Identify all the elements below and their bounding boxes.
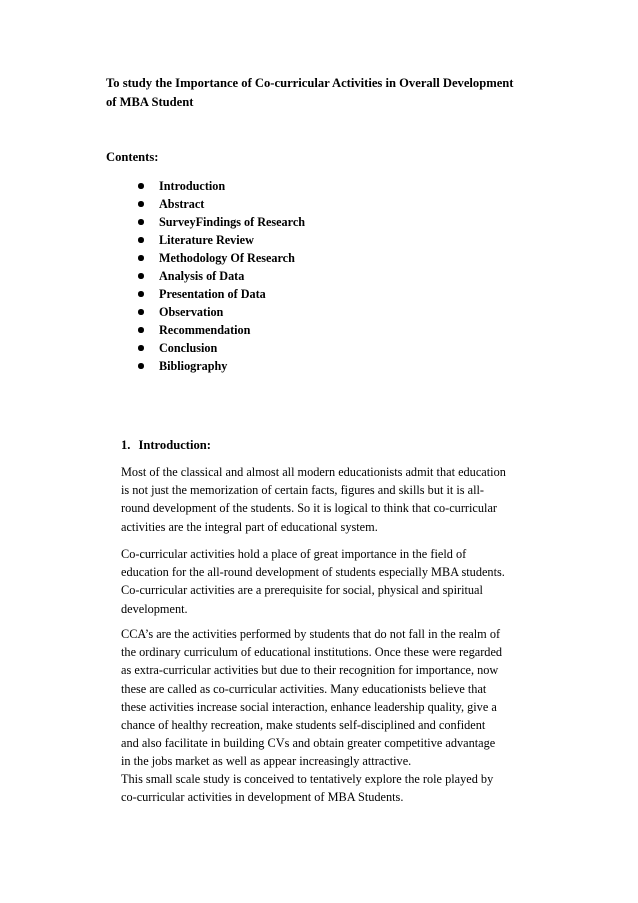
contents-item-label: Analysis of Data [159, 269, 245, 283]
contents-item-label: Observation [159, 305, 224, 319]
document-title [106, 74, 536, 112]
bullet-icon [138, 237, 144, 243]
paragraph-line: round development of the students. So it is logical to think that co-curricular [121, 501, 497, 516]
contents-item-recommendation [138, 321, 305, 339]
contents-item-abstract [138, 195, 305, 213]
paragraph-line: development. [121, 601, 188, 616]
bullet-icon [138, 255, 144, 261]
paragraph-line: the ordinary curriculum of educational institutions. Once these were regarded [121, 645, 503, 660]
contents-item-observation [138, 303, 305, 321]
paragraph-line: co-curricular activities in development of MBA Students. [121, 790, 404, 805]
paragraph-line: as extra-curricular activities but due to their recognition for importance, now [121, 663, 499, 678]
paragraph-line: activities are the integral part of educational system. [121, 519, 378, 534]
contents-list [138, 177, 305, 375]
bullet-icon [138, 201, 144, 207]
bullet-icon [138, 363, 144, 369]
paragraph-line: is not just the memorization of certain facts, figures and skills but it is all- [121, 483, 485, 498]
bullet-icon [138, 219, 144, 225]
paragraph-line: and also facilitate in building CVs and obtain greater competitive advantage [121, 736, 496, 751]
bullet-icon [138, 345, 144, 351]
contents-item-label: SurveyFindings of Research [159, 215, 306, 229]
contents-item-methodology [138, 249, 305, 267]
bullet-icon [138, 183, 144, 189]
section-title: Introduction: [138, 438, 211, 452]
paragraph [121, 545, 541, 618]
contents-item-label: Presentation of Data [159, 287, 266, 301]
section-heading-introduction [121, 436, 211, 454]
paragraph-line: in the jobs market as well as appear increasingly attractive. [121, 754, 412, 769]
contents-heading: Contents: [106, 150, 159, 164]
paragraph-line: CCA’s are the activities performed by students that do not fall in the realm of [121, 627, 501, 641]
contents-item-bibliography [138, 357, 305, 375]
bullet-icon [138, 273, 144, 279]
contents-item-conclusion [138, 339, 305, 357]
contents-item-analysis [138, 267, 305, 285]
contents-item-presentation [138, 285, 305, 303]
contents-item-label: Recommendation [159, 323, 251, 337]
contents-item-label: Abstract [159, 197, 205, 211]
paragraph [121, 770, 541, 806]
contents-item-introduction [138, 177, 305, 195]
paragraph [121, 625, 541, 771]
bullet-icon [138, 291, 144, 297]
contents-item-literature-review [138, 231, 305, 249]
contents-item-label: Methodology Of Research [159, 251, 295, 265]
contents-item-label: Bibliography [159, 359, 228, 373]
title-line: of MBA Student [106, 95, 194, 109]
bullet-icon [138, 309, 144, 315]
paragraph-line: these are called as co-curricular activities. Many educationists believe that [121, 681, 487, 696]
bullet-icon [138, 327, 144, 333]
paragraph-line: chance of healthy recreation, make students self-disciplined and confident [121, 718, 486, 733]
paragraph-line: education for the all-round development of students especially MBA students. [121, 565, 505, 580]
contents-item-label: Conclusion [159, 341, 218, 355]
contents-item-label: Introduction [159, 179, 226, 193]
paragraph-line: This small scale study is conceived to tentatively explore the role played by [121, 772, 494, 786]
section-number: 1. [121, 438, 131, 452]
contents-item-label: Literature Review [159, 233, 254, 247]
paragraph-line: Most of the classical and almost all modern educationists admit that education [121, 465, 506, 479]
contents-item-survey-findings [138, 213, 305, 231]
paragraph-line: Co-curricular activities hold a place of great importance in the field of [121, 547, 467, 561]
paragraph [121, 463, 541, 536]
paragraph-line: these activities increase social interaction, enhance leadership quality, give a [121, 699, 497, 714]
paragraph-line: Co-curricular activities are a prerequisite for social, physical and spiritual [121, 583, 483, 598]
title-line: To study the Importance of Co-curricular Activities in Overall Development [106, 76, 514, 90]
